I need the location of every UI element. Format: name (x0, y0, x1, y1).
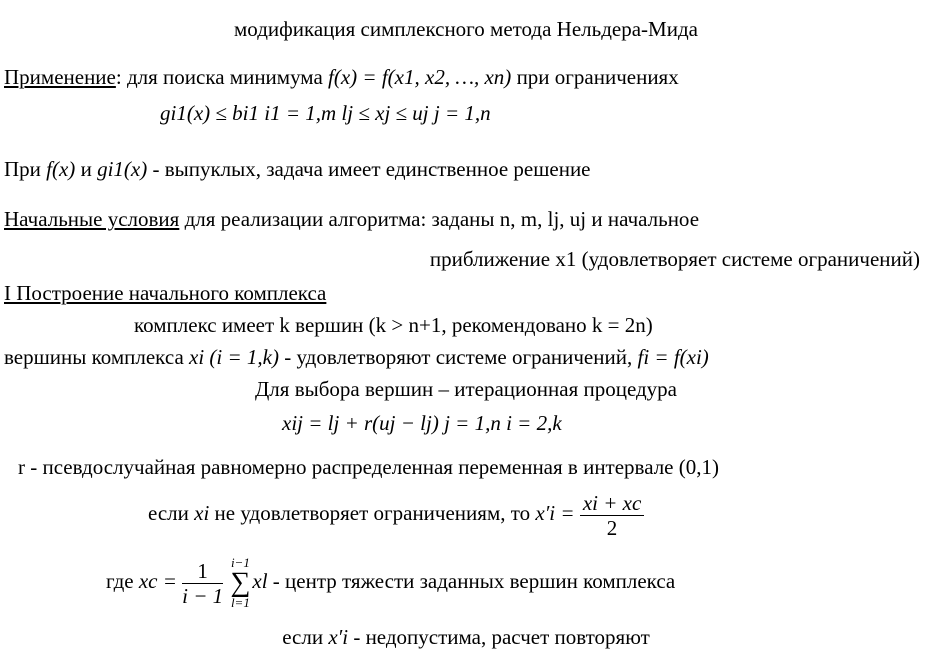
initial-approximation-line: приближение x1 (удовлетворяет системе ограничений) (429, 247, 920, 271)
iteration-formula (282, 410, 562, 436)
application-text-before: : для поиска минимума (115, 65, 329, 89)
initial-conditions-text: для реализации алгоритма: заданы n, m, lj, uj и начальное (179, 207, 700, 231)
midpoint-denominator: 2 (606, 515, 618, 540)
centroid-numerator: 1 (182, 559, 223, 584)
summation (230, 556, 250, 610)
centroid-lhs: xc = (138, 569, 177, 593)
application-heading: Применение (4, 65, 116, 89)
uniqueness-g: gi1(x) (97, 157, 148, 181)
centroid-prefix: где (106, 569, 139, 593)
summation-sign: ∑ (230, 567, 251, 599)
uniqueness-prefix: При (4, 157, 47, 181)
uniqueness-text: - выпуклых, задача имеет единственное решение (147, 157, 591, 181)
vertices-prefix: вершины комплекса (4, 345, 190, 369)
application-function-formula: f(x) = f(x1, x2, …, xn) (328, 65, 512, 89)
centroid-line (106, 556, 675, 610)
uniqueness-conj: и (75, 157, 98, 181)
centroid-fraction (182, 559, 223, 608)
vertices-text: - удовлетворяют системе ограничений, (278, 345, 638, 369)
uniqueness-line (4, 156, 591, 182)
initial-conditions-heading: Начальные условия (4, 207, 180, 231)
repeat-x: x′i (328, 625, 349, 649)
midpoint-text: не удовлетворяет ограничениям, то (209, 501, 536, 525)
iteration-line: Для выбора вершин – итерационная процедура (254, 377, 678, 401)
iteration-formula-expression: xij = lj + r(uj − lj) j = 1,n i = 2,k (282, 411, 562, 435)
midpoint-rule-line (148, 488, 644, 540)
constraints-formula (160, 100, 491, 126)
vertices-line (4, 344, 709, 370)
vertex-count-line: комплекс имеет k вершин (k > n+1, рекомендовано k = 2n) (134, 313, 653, 337)
random-variable-line: r - псевдослучайная равномерно распределенная переменная в интервале (0,1) (18, 455, 719, 479)
centroid-denominator: i − 1 (182, 583, 224, 608)
vertices-expression: xi (i = 1,k) (189, 345, 279, 369)
section-one-heading-text: I Построение начального комплекса (4, 281, 327, 305)
repeat-prefix: если (282, 625, 329, 649)
summation-term: xl (252, 569, 268, 593)
constraints-expression: gi1(x) ≤ bi1 i1 = 1,m lj ≤ xj ≤ uj j = 1,n (160, 101, 491, 125)
repeat-text: - недопустима, расчет повторяют (348, 625, 650, 649)
section-one-heading (4, 280, 326, 306)
uniqueness-f: f(x) (46, 157, 76, 181)
initial-conditions-line (4, 206, 699, 232)
midpoint-x: xi (194, 501, 210, 525)
application-text-after: при ограничениях (511, 65, 679, 89)
repeat-line (0, 624, 932, 650)
centroid-text: - центр тяжести заданных вершин комплекса (267, 569, 676, 593)
summation-upper-limit: i−1 (230, 555, 250, 571)
midpoint-lhs: x′i = (535, 501, 575, 525)
midpoint-numerator: xi + xc (580, 491, 644, 516)
midpoint-prefix: если (148, 501, 195, 525)
application-line (4, 64, 679, 90)
midpoint-fraction (580, 491, 644, 540)
vertices-f-expression: fi = f(xi) (637, 345, 709, 369)
page-title: модификация симплексного метода Нельдера-Мида (234, 17, 698, 41)
summation-lower-limit: l=1 (230, 595, 250, 611)
